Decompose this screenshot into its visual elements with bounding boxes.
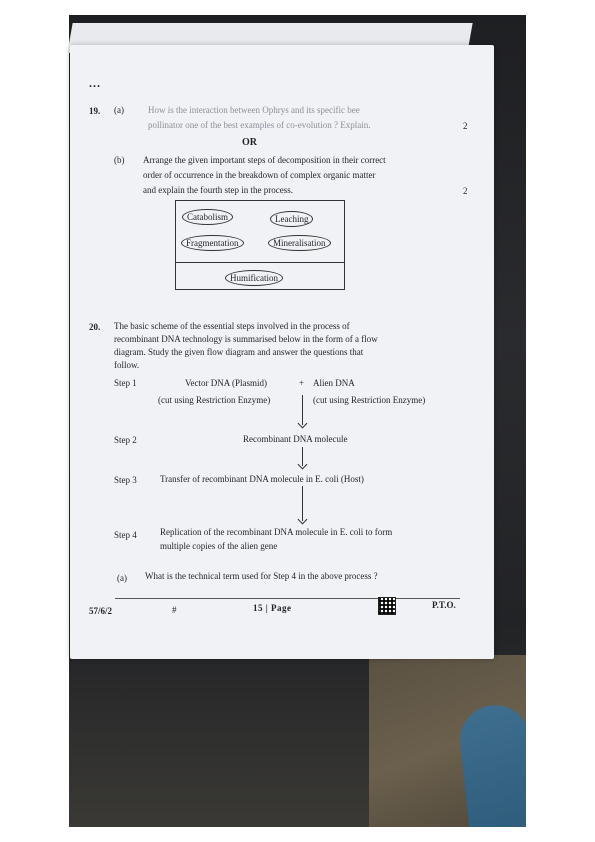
- step2-text: Recombinant DNA molecule: [243, 434, 348, 444]
- pto-label: P.T.O.: [432, 600, 456, 610]
- q19b-line2: order of occurrence in the breakdown of complex organic matter: [143, 170, 376, 180]
- q20a-label: (a): [117, 573, 127, 583]
- footer-rule: [115, 598, 460, 599]
- q19a-line1: How is the interaction between Ophrys and its specific bee: [148, 105, 360, 115]
- step1-label: Step 1: [114, 378, 137, 388]
- q20-line2: recombinant DNA technology is summarised below in the form of a flow: [114, 334, 378, 344]
- step-catabolism: Catabolism: [182, 209, 233, 225]
- step3-text: Transfer of recombinant DNA molecule in E. coli (Host): [160, 474, 364, 484]
- step3-label: Step 3: [114, 475, 137, 485]
- q20-number: 20.: [89, 322, 101, 332]
- arrow-3: [302, 486, 303, 521]
- qr-code-icon: [378, 597, 396, 615]
- cut-vector: (cut using Restriction Enzyme): [158, 395, 271, 405]
- q19a-marks: 2: [463, 121, 468, 131]
- q20-line4: follow.: [114, 360, 140, 370]
- hash-mark: #: [172, 605, 177, 615]
- q20a-text: What is the technical term used for Step 4 in the above process ?: [145, 571, 378, 581]
- q19a-line2: pollinator one of the best examples of co-evolution ? Explain.: [148, 120, 371, 130]
- step-fragmentation: Fragmentation: [181, 235, 244, 251]
- decomposition-box-divider: [175, 262, 345, 263]
- q19b-line3: and explain the fourth step in the process.: [143, 185, 293, 195]
- arrow-2: [302, 447, 303, 466]
- or-label: OR: [242, 137, 257, 148]
- alien-dna: Alien DNA: [313, 378, 355, 388]
- step1-text: Vector DNA (Plasmid): [185, 378, 267, 388]
- q19b-line1: Arrange the given important steps of decomposition in their correct: [143, 155, 386, 165]
- step-mineralisation: Mineralisation: [268, 235, 331, 251]
- step4-label: Step 4: [114, 530, 137, 540]
- cut-alien: (cut using Restriction Enzyme): [313, 395, 426, 405]
- shoe: [457, 702, 526, 827]
- page-number: 15 | Page: [253, 603, 292, 613]
- q19b-label: (b): [114, 155, 125, 165]
- q20-line3: diagram. Study the given flow diagram and answer the questions that: [114, 347, 364, 357]
- step-leaching: Leaching: [270, 211, 313, 227]
- arrow-1: [302, 395, 303, 425]
- paper-code: 57/6/2: [89, 606, 113, 616]
- dots-mark: ...: [89, 76, 101, 90]
- q19b-marks: 2: [463, 186, 468, 196]
- q19a-label: (a): [114, 105, 124, 115]
- step2-label: Step 2: [114, 435, 137, 445]
- q19-number: 19.: [89, 106, 101, 116]
- plus-sign: +: [299, 378, 305, 388]
- step4-line1: Replication of the recombinant DNA molecule in E. coli to form: [160, 527, 393, 537]
- step-humification: Humification: [225, 270, 283, 286]
- step4-line2: multiple copies of the alien gene: [160, 541, 278, 551]
- q20-line1: The basic scheme of the essential steps involved in the process of: [114, 321, 350, 331]
